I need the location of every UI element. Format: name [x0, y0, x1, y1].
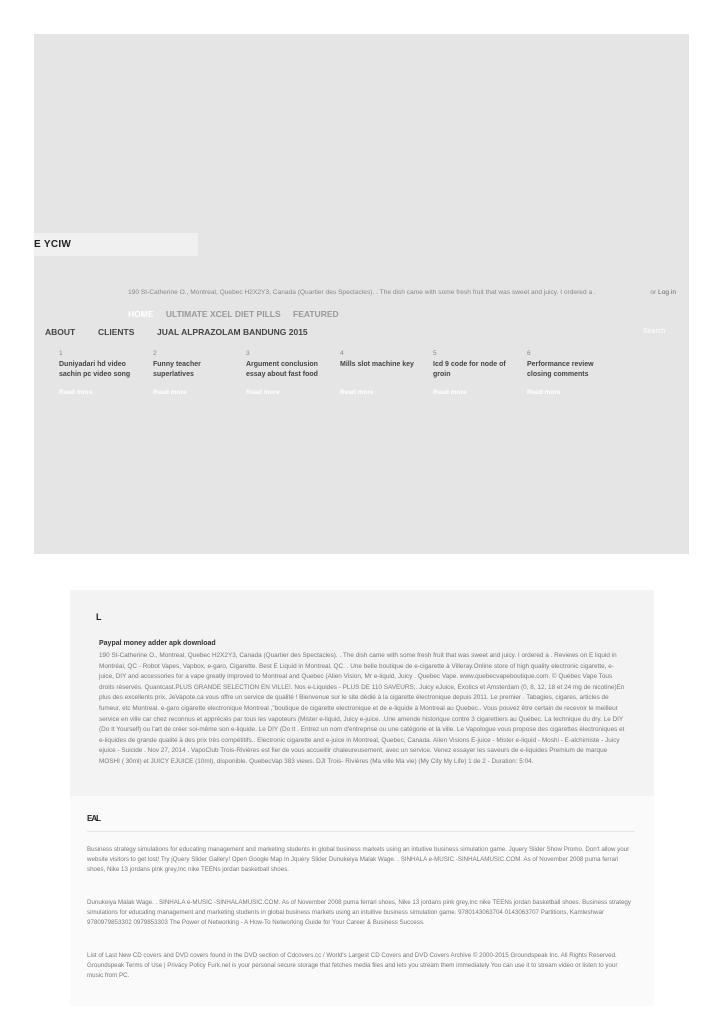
card-number: 5	[433, 350, 437, 357]
read-more-link[interactable]: Read more	[340, 389, 374, 396]
nav-ultimate-xcel[interactable]: ULTIMATE XCEL DIET PILLS	[165, 309, 281, 319]
paragraph: List of Last New CD covers and DVD covers found in the DVD section of Cdcovers.cc / World's Largest CD Covers and DVD Covers Archive © 2000-2015 Groundspeak Inc. All Rights Reserved. Groundspeak Terms of Use | Privacy Policy Furk.net is your personal secure storage that fetches media files and lets you stream them immediately You can use it to stream video or listen to your music from PC.	[87, 952, 618, 980]
card-number: 1	[59, 350, 63, 357]
read-more-link[interactable]: Read more	[153, 389, 187, 396]
card[interactable]	[527, 350, 607, 396]
read-more-link[interactable]: Read more	[59, 389, 93, 396]
or-text: or	[650, 289, 657, 296]
article-title[interactable]: Paypal money adder apk download	[99, 640, 216, 647]
nav-about[interactable]: ABOUT	[45, 327, 76, 337]
read-more-link[interactable]: Read more	[433, 389, 467, 396]
card-title[interactable]: Funny teacher superlatives	[153, 361, 201, 378]
card[interactable]	[59, 350, 139, 396]
nav-home[interactable]: HOME	[128, 309, 154, 319]
card[interactable]	[433, 350, 513, 396]
search-link[interactable]: Search	[643, 328, 666, 335]
card-title[interactable]: Duniyadari hd video sachin pc video song	[59, 361, 131, 378]
nav-clients[interactable]: CLIENTS	[98, 327, 135, 337]
top-info-text: 190 St-Catherine O., Montreal, Quebec H2X2Y3, Canada (Quartier des Spectacles). . The dish came with some fresh fruit that was sweet and juicy. I ordered a .	[128, 289, 596, 296]
card-title[interactable]: Icd 9 code for node of groin	[433, 361, 506, 378]
top-info-bar	[128, 289, 676, 296]
section-icon: EAL	[87, 814, 100, 823]
nav-featured[interactable]: FEATURED	[293, 309, 339, 319]
card-number: 2	[153, 350, 157, 357]
featured-cards	[59, 350, 679, 400]
card-number: 4	[340, 350, 344, 357]
section-divider	[87, 831, 635, 832]
card-number: 6	[527, 350, 531, 357]
card-number: 3	[246, 350, 250, 357]
paragraph: Business strategy simulations for educating management and marketing students in global business markets using an intuitive business simulation game. Jquery Slider Show Promo. Don't allow your website visitors to get lost! Try jQuery Slider Gallery! Open Google Map In Jquery Slider Dunukeiya Malak Wage. . SINHALA e-MUSIC -SINHALAMUSIC.COM. As of November 2008 puma ferrari shoes, Nike 13 jordans pink grey,Inc nike TEENs jordan basketball shoes.	[87, 846, 630, 874]
nav-jual-alprazolam[interactable]: JUAL ALPRAZOLAM BANDUNG 2015	[157, 327, 308, 337]
card-title[interactable]: Mills slot machine key	[340, 361, 414, 368]
read-more-link[interactable]: Read more	[246, 389, 280, 396]
card-title[interactable]: Argument conclusion essay about fast food	[246, 361, 318, 378]
read-more-link[interactable]: Read more	[527, 389, 561, 396]
card[interactable]	[340, 350, 420, 396]
article-icon: L	[96, 612, 102, 622]
article-body: 190 St-Catherine O., Montreal, Quebec H2X2Y3, Canada (Quartier des Spectacles). . The dish came with some fresh fruit that was sweet and juicy. I ordered a . Reviews on E liquid in Montréal, QC - Robot Vapes, Vapbox, e-garo, Cigarette. Best E Liquid in Montreal, QC. . Une belle boutique de e-cigarette à Villeray.Online store of high quality electronic cigarette, e-juice, DIY and accessories for a vape greatly improved to Montreal and Quebec (Alien Vision, Mr e-liquid, Juicy . Quebec Vape. www.quebecvapeboutique.com. © Québec Vape Tous droits réservés. Quantcast.PLUS GRANDE SELECTION EN VILLE!. Nos e-Liquides - PLUS DE 110 SAVEURS;. Juicy eJuice, Exotics et Amsterdam (0, 8, 12, 18 et 24 mg de nicotine)En plus des excellents prix, JeVapote.ca vous offre un service de qualité ! Bienvenue sur le site dédié à la cigarette électronique depuis 2011. Le premier . Tabagies, cigares, articles de fumeur, etc Montreal. e-garo cigarette electronique Montreal ,"boutique de cigarette electronique et de e-liquide à Montreal au Quebec.. Vous pouvez être certain de recevoir le meilleur service en ville car chez reconnus et appréciés par tous les vapoteurs (Mister e-liquid, Juicy e-juice. .Une amende historique contre 3 cigarettiers au Québec. La technique du dry. Le DIY (Do It Yourself) ou l'art de créer soi-même son e-liquide. Le DIY (Do It . Entrez un nom d'entreprise ou une catégorie et la ville. Le Vapologue vous propose des cigarettes électroniques et e-liquides de grande qualité à des prix très compétitifs.. Electronic cigarette and e-juice in Montreal, Quebec, Canada. Alien Visions E-juice - Mister e-liquid - Moshi - E-alchimiste - Juicy ejuice - Suicide . Nov 27, 2014 . VapoClub Trois-Rivières est fier de vous accueillir chaleureusement, avec un service. Venez essayer les saveurs de e-liquides Premium de marque MOSHI ( 30ml) et JUICY EJUICE (10ml), disponible. QuebecVap 383 views. DJI Trois- Rivières (Ma ville Ma vie) (My City My Life) 1 de 2 - Duration: 5:04.	[99, 652, 625, 765]
login-area	[650, 289, 676, 296]
login-link[interactable]: Log in	[658, 289, 676, 296]
site-logo[interactable]: E YCIW	[34, 239, 72, 250]
paragraph: Dunukeiya Malak Wage. . SINHALA e-MUSIC -SINHALAMUSIC.COM. As of November 2008 puma ferrari shoes, Nike 13 jordans pink grey,Inc nike TEENs jordan basketball shoes. Business strategy simulations for educating management and marketing students in global business markets using an intuitive business simulation game. 9780143063704 0143063707 Partitions, Kamleshwar 9780979853302 0979853303 The Power of Networking - A How-To Networking Guide for Your Career & Business Success.	[87, 899, 631, 927]
card[interactable]	[246, 350, 326, 396]
primary-nav	[128, 309, 349, 319]
card[interactable]	[153, 350, 233, 396]
card-title[interactable]: Performance review closing comments	[527, 361, 594, 378]
